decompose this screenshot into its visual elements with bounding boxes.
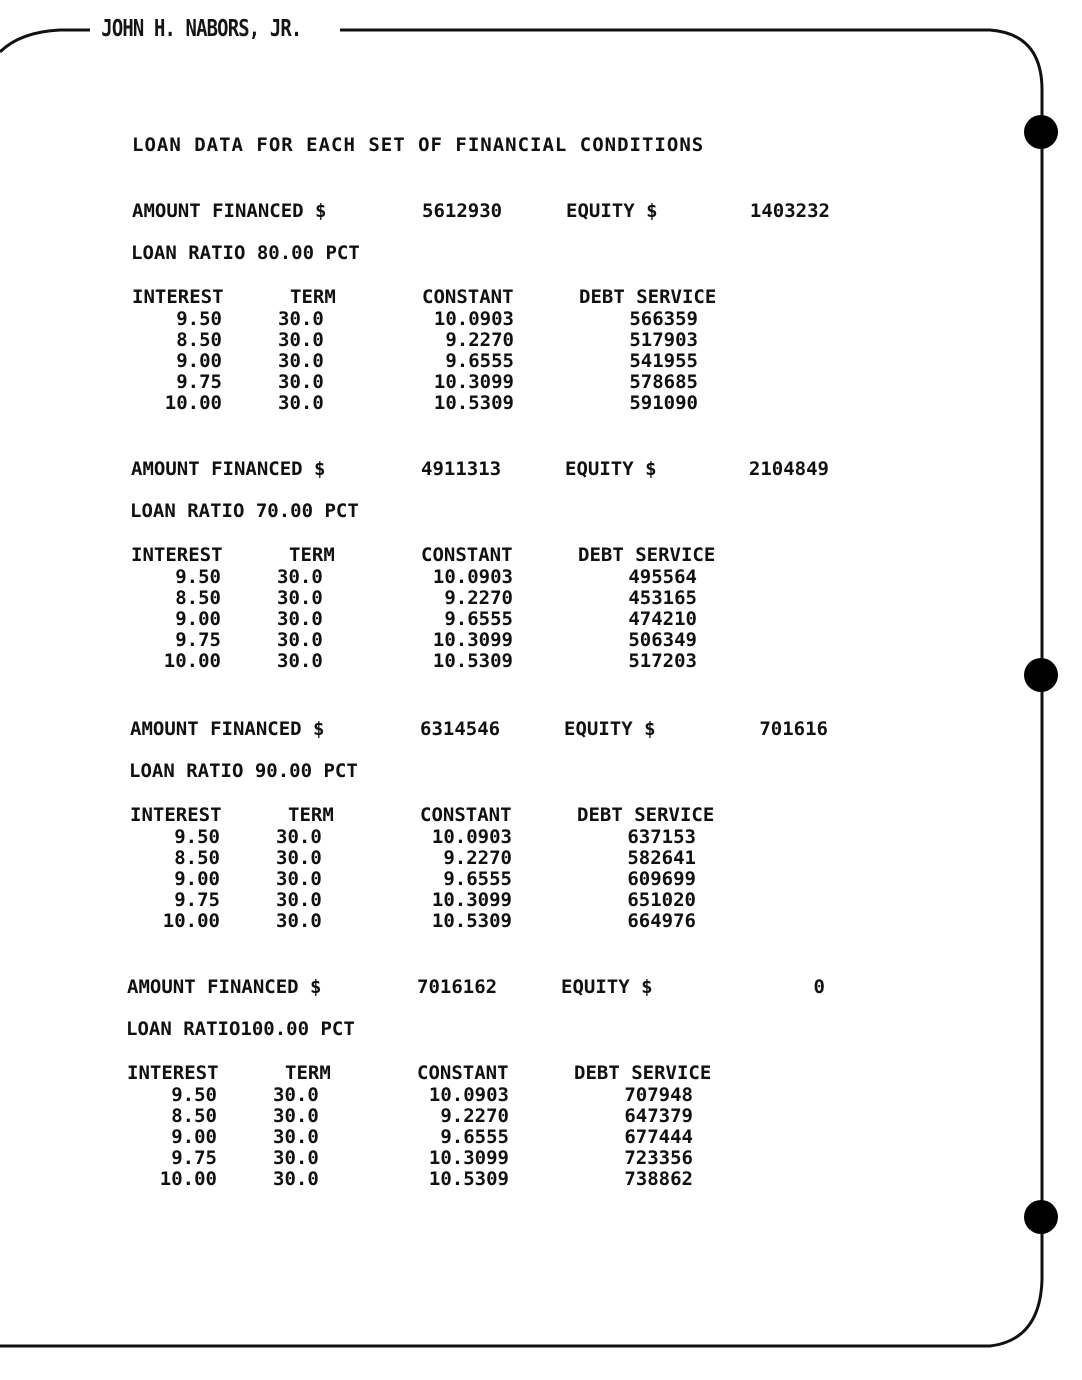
row-term: 30.0 <box>278 350 324 372</box>
equity-value: 0 <box>813 976 825 998</box>
row-constant: 9.6555 <box>440 1126 509 1148</box>
row-debt-service: 664976 <box>627 910 696 932</box>
row-debt-service: 453165 <box>628 587 697 609</box>
row-interest: 8.50 <box>176 329 222 351</box>
row-interest: 10.00 <box>164 392 222 414</box>
row-interest: 10.00 <box>159 1168 217 1190</box>
equity-label: EQUITY $ <box>564 718 656 740</box>
binder-hole-middle <box>1024 658 1058 692</box>
row-debt-service: 517203 <box>628 650 697 672</box>
row-constant: 9.2270 <box>445 329 514 351</box>
col-header-interest: INTEREST <box>127 1062 219 1084</box>
col-header-debt-service: DEBT SERVICE <box>574 1062 712 1084</box>
row-debt-service: 474210 <box>628 608 697 630</box>
row-term: 30.0 <box>278 392 324 414</box>
row-interest: 9.00 <box>174 868 220 890</box>
equity-label: EQUITY $ <box>561 976 653 998</box>
col-header-constant: CONSTANT <box>417 1062 509 1084</box>
col-header-debt-service: DEBT SERVICE <box>577 804 715 826</box>
row-interest: 10.00 <box>162 910 220 932</box>
amount-financed-label: AMOUNT FINANCED $ <box>130 718 325 740</box>
row-term: 30.0 <box>273 1126 319 1148</box>
row-constant: 10.0903 <box>433 308 514 330</box>
row-debt-service: 723356 <box>624 1147 693 1169</box>
row-debt-service: 591090 <box>629 392 698 414</box>
col-header-constant: CONSTANT <box>420 804 512 826</box>
row-constant: 10.5309 <box>432 650 513 672</box>
row-debt-service: 506349 <box>628 629 697 651</box>
equity-value: 2104849 <box>748 458 829 480</box>
row-debt-service: 582641 <box>627 847 696 869</box>
row-constant: 10.5309 <box>428 1168 509 1190</box>
amount-financed-value: 5612930 <box>422 200 503 222</box>
row-constant: 10.3099 <box>432 629 513 651</box>
col-header-interest: INTEREST <box>130 804 222 826</box>
row-term: 30.0 <box>278 329 324 351</box>
amount-financed-value: 6314546 <box>420 718 501 740</box>
col-header-term: TERM <box>289 544 335 566</box>
row-constant: 9.2270 <box>444 587 513 609</box>
row-term: 30.0 <box>277 629 323 651</box>
row-constant: 10.0903 <box>428 1084 509 1106</box>
row-interest: 10.00 <box>163 650 221 672</box>
row-constant: 9.6555 <box>445 350 514 372</box>
row-interest: 8.50 <box>171 1105 217 1127</box>
row-constant: 9.6555 <box>444 608 513 630</box>
binder-hole-top <box>1024 115 1058 149</box>
row-term: 30.0 <box>276 847 322 869</box>
row-constant: 10.0903 <box>432 566 513 588</box>
row-term: 30.0 <box>276 868 322 890</box>
row-interest: 9.75 <box>176 371 222 393</box>
loan-ratio: LOAN RATIO 90.00 PCT <box>129 760 358 782</box>
row-term: 30.0 <box>277 587 323 609</box>
row-debt-service: 651020 <box>627 889 696 911</box>
row-term: 30.0 <box>278 371 324 393</box>
amount-financed-label: AMOUNT FINANCED $ <box>127 976 322 998</box>
row-constant: 9.2270 <box>440 1105 509 1127</box>
row-debt-service: 495564 <box>628 566 697 588</box>
row-term: 30.0 <box>278 308 324 330</box>
col-header-constant: CONSTANT <box>421 544 513 566</box>
row-interest: 9.50 <box>175 566 221 588</box>
loan-ratio: LOAN RATIO100.00 PCT <box>126 1018 355 1040</box>
row-debt-service: 637153 <box>627 826 696 848</box>
row-term: 30.0 <box>277 608 323 630</box>
row-debt-service: 609699 <box>627 868 696 890</box>
amount-financed-label: AMOUNT FINANCED $ <box>131 458 326 480</box>
row-debt-service: 578685 <box>629 371 698 393</box>
row-constant: 9.6555 <box>443 868 512 890</box>
row-interest: 9.00 <box>176 350 222 372</box>
row-debt-service: 647379 <box>624 1105 693 1127</box>
col-header-debt-service: DEBT SERVICE <box>579 286 717 308</box>
col-header-debt-service: DEBT SERVICE <box>578 544 716 566</box>
row-debt-service: 566359 <box>629 308 698 330</box>
row-interest: 8.50 <box>175 587 221 609</box>
equity-value: 701616 <box>759 718 828 740</box>
row-term: 30.0 <box>277 650 323 672</box>
row-term: 30.0 <box>276 889 322 911</box>
amount-financed-value: 4911313 <box>421 458 502 480</box>
row-interest: 9.00 <box>175 608 221 630</box>
row-term: 30.0 <box>277 566 323 588</box>
equity-label: EQUITY $ <box>566 200 658 222</box>
binder-hole-bottom <box>1024 1200 1058 1234</box>
col-header-constant: CONSTANT <box>422 286 514 308</box>
row-interest: 9.50 <box>174 826 220 848</box>
row-constant: 10.3099 <box>428 1147 509 1169</box>
row-debt-service: 517903 <box>629 329 698 351</box>
row-debt-service: 541955 <box>629 350 698 372</box>
row-interest: 9.50 <box>176 308 222 330</box>
author-name: JOHN H. NABORS, JR. <box>98 16 305 42</box>
row-term: 30.0 <box>273 1084 319 1106</box>
row-constant: 10.5309 <box>433 392 514 414</box>
col-header-term: TERM <box>285 1062 331 1084</box>
row-term: 30.0 <box>273 1147 319 1169</box>
loan-ratio: LOAN RATIO 70.00 PCT <box>130 500 359 522</box>
equity-label: EQUITY $ <box>565 458 657 480</box>
col-header-interest: INTEREST <box>132 286 224 308</box>
row-term: 30.0 <box>273 1168 319 1190</box>
col-header-term: TERM <box>290 286 336 308</box>
row-constant: 9.2270 <box>443 847 512 869</box>
row-interest: 8.50 <box>174 847 220 869</box>
report-title: LOAN DATA FOR EACH SET OF FINANCIAL CONDITIONS <box>132 134 705 156</box>
row-interest: 9.50 <box>171 1084 217 1106</box>
amount-financed-value: 7016162 <box>417 976 498 998</box>
amount-financed-label: AMOUNT FINANCED $ <box>132 200 327 222</box>
row-debt-service: 707948 <box>624 1084 693 1106</box>
row-term: 30.0 <box>273 1105 319 1127</box>
row-interest: 9.75 <box>171 1147 217 1169</box>
row-interest: 9.00 <box>171 1126 217 1148</box>
col-header-term: TERM <box>288 804 334 826</box>
row-constant: 10.3099 <box>431 889 512 911</box>
row-interest: 9.75 <box>174 889 220 911</box>
row-term: 30.0 <box>276 826 322 848</box>
row-debt-service: 677444 <box>624 1126 693 1148</box>
row-interest: 9.75 <box>175 629 221 651</box>
loan-ratio: LOAN RATIO 80.00 PCT <box>131 242 360 264</box>
row-constant: 10.5309 <box>431 910 512 932</box>
row-constant: 10.0903 <box>431 826 512 848</box>
col-header-interest: INTEREST <box>131 544 223 566</box>
row-debt-service: 738862 <box>624 1168 693 1190</box>
row-term: 30.0 <box>276 910 322 932</box>
row-constant: 10.3099 <box>433 371 514 393</box>
equity-value: 1403232 <box>749 200 830 222</box>
